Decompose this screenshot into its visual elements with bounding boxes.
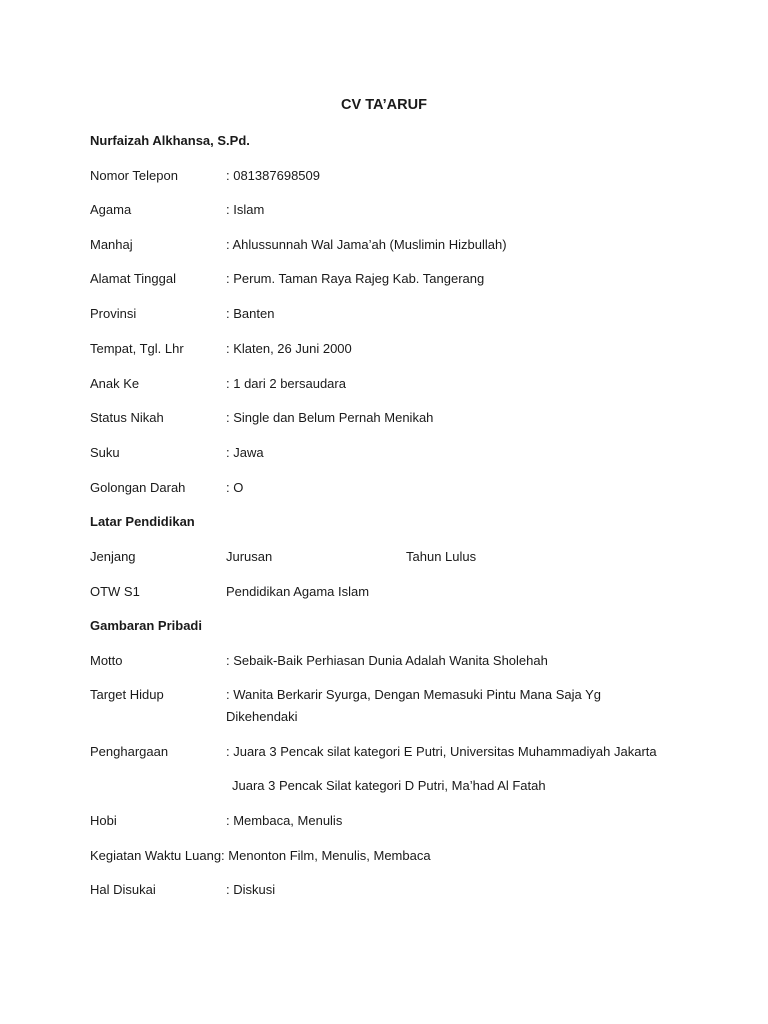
profile-heading: Gambaran Pribadi bbox=[90, 618, 202, 633]
birth-label: Tempat, Tgl. Lhr bbox=[90, 341, 184, 356]
education-row-level: OTW S1 bbox=[90, 584, 140, 599]
ethnicity-value: : Jawa bbox=[226, 445, 264, 460]
birth-value: : Klaten, 26 Juni 2000 bbox=[226, 341, 352, 356]
phone-value: : 081387698509 bbox=[226, 168, 320, 183]
address-value: : Perum. Taman Raya Rajeg Kab. Tangerang bbox=[226, 271, 485, 286]
religion-value: : Islam bbox=[226, 202, 265, 217]
hobby-label: Hobi bbox=[90, 813, 117, 828]
marital-value: : Single dan Belum Pernah Menikah bbox=[226, 410, 434, 425]
hobby-value: : Membaca, Menulis bbox=[226, 813, 343, 828]
blood-value: : O bbox=[226, 480, 244, 495]
address-label: Alamat Tinggal bbox=[90, 271, 176, 286]
likes-value: : Diskusi bbox=[226, 882, 276, 897]
blood-label: Golongan Darah bbox=[90, 480, 186, 495]
motto-label: Motto bbox=[90, 653, 123, 668]
province-label: Provinsi bbox=[90, 306, 137, 321]
phone-label: Nomor Telepon bbox=[90, 168, 178, 183]
person-name: Nurfaizah Alkhansa, S.Pd. bbox=[90, 133, 250, 148]
motto-value: : Sebaik-Baik Perhiasan Dunia Adalah Wanita Sholehah bbox=[226, 653, 548, 668]
education-header-year: Tahun Lulus bbox=[406, 549, 477, 564]
target-label: Target Hidup bbox=[90, 687, 164, 702]
likes-label: Hal Disukai bbox=[90, 882, 156, 897]
marital-label: Status Nikah bbox=[90, 410, 164, 425]
education-row-major: Pendidikan Agama Islam bbox=[226, 584, 370, 599]
education-heading: Latar Pendidikan bbox=[90, 514, 195, 529]
document-title: CV TA’ARUF bbox=[341, 97, 427, 113]
awards-label: Penghargaan bbox=[90, 744, 169, 759]
child-order-label: Anak Ke bbox=[90, 376, 140, 391]
awards-value: : Juara 3 Pencak silat kategori E Putri, Universitas Muhammadiyah Jakarta bbox=[226, 744, 657, 759]
free-time-line: Kegiatan Waktu Luang: Menonton Film, Menulis, Membaca bbox=[90, 848, 431, 863]
manhaj-value: : Ahlussunnah Wal Jama’ah (Muslimin Hizbullah) bbox=[226, 237, 507, 252]
awards-value-second: Juara 3 Pencak Silat kategori D Putri, Ma’had Al Fatah bbox=[232, 778, 546, 793]
child-order-value: : 1 dari 2 bersaudara bbox=[226, 376, 346, 391]
religion-label: Agama bbox=[90, 202, 132, 217]
manhaj-label: Manhaj bbox=[90, 237, 133, 252]
ethnicity-label: Suku bbox=[90, 445, 120, 460]
education-header-major: Jurusan bbox=[226, 549, 273, 564]
target-value: : Wanita Berkarir Syurga, Dengan Memasuki Pintu Mana Saja Yg Dikehendaki bbox=[226, 687, 602, 724]
education-header-level: Jenjang bbox=[90, 549, 136, 564]
province-value: : Banten bbox=[226, 306, 275, 321]
